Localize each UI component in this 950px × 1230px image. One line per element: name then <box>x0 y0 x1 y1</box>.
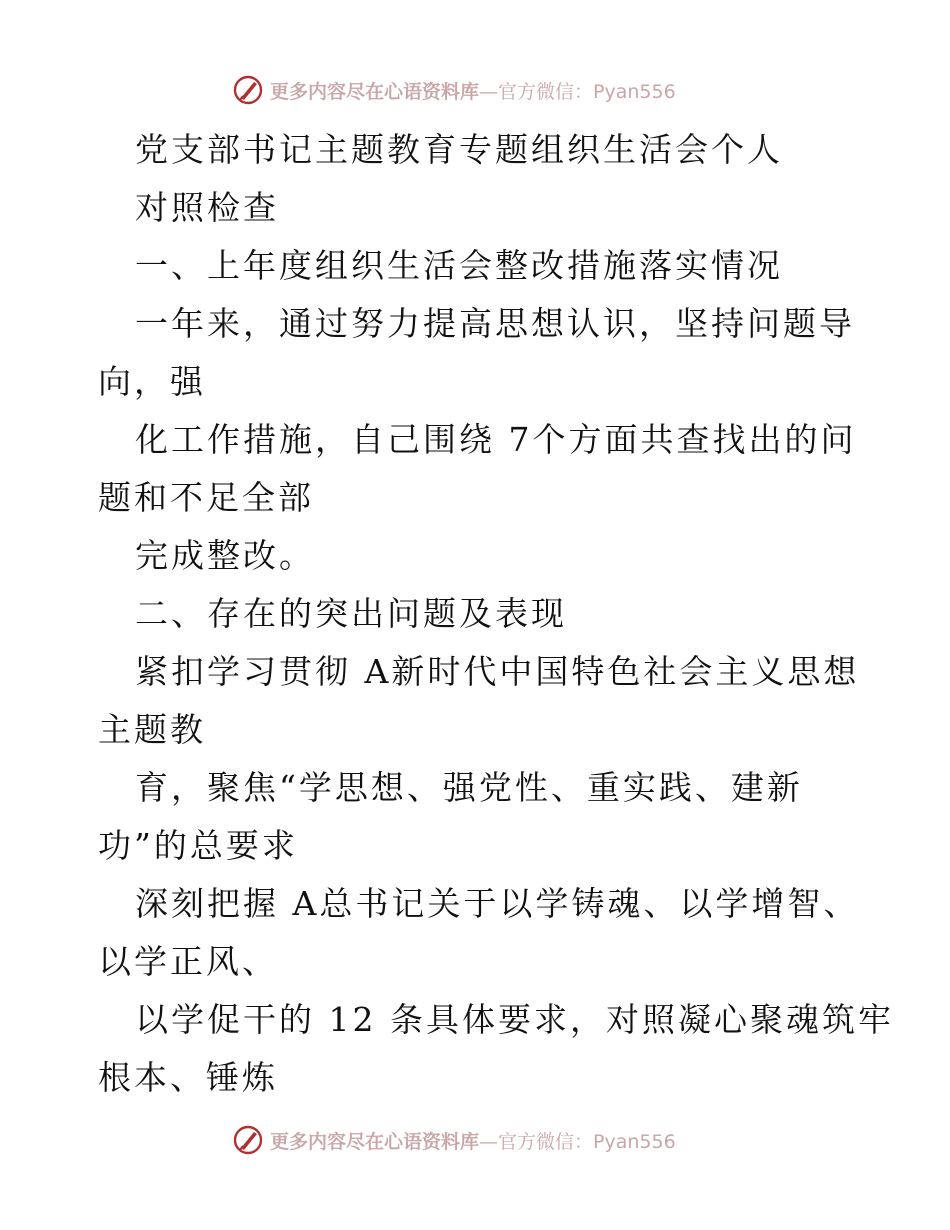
text-line: 一年来，通过努力提高思想认识，坚持问题导 <box>135 304 855 343</box>
text-line: 题和不足全部 <box>98 478 314 517</box>
text-line: 党支部书记主题教育专题组织生活会个人 <box>135 130 783 169</box>
watermark-separator: — <box>479 80 499 103</box>
watermark-wechat-id: Pyan556 <box>593 80 676 103</box>
text-line: 二、存在的突出问题及表现 <box>135 594 567 633</box>
text-line: 以学促干的 12 条具体要求，对照凝心聚魂筑牢 <box>135 1000 894 1039</box>
text-line: 完成整改。 <box>135 536 315 575</box>
text-line: 主题教 <box>98 710 206 749</box>
document-body <box>98 121 894 1107</box>
watermark-label: 官方微信： <box>498 80 594 103</box>
watermark-footer <box>232 1120 792 1160</box>
watermark-header <box>232 70 792 110</box>
text-line: 深刻把握 A总书记关于以学铸魂、以学增智、 <box>135 884 860 923</box>
watermark-main: 更多内容尽在心语资料库 <box>270 1130 480 1153</box>
text-line: 向，强 <box>98 362 206 401</box>
text-line: 功”的总要求 <box>98 826 298 865</box>
text-line: 化工作措施，自己围绕 7个方面共查找出的问 <box>135 420 857 459</box>
watermark-label: 官方微信： <box>498 1130 594 1153</box>
watermark-text <box>270 77 676 104</box>
watermark-wechat-id: Pyan556 <box>593 1130 676 1153</box>
text-line: 以学正风、 <box>98 942 278 981</box>
watermark-main: 更多内容尽在心语资料库 <box>270 80 480 103</box>
text-line: 一、上年度组织生活会整改措施落实情况 <box>135 246 783 285</box>
watermark-separator: — <box>479 1130 499 1153</box>
text-line: 对照检查 <box>135 188 279 227</box>
text-line: 根本、锤炼 <box>98 1058 278 1097</box>
text-line: 育，聚焦“学思想、强党性、重实践、建新 <box>135 768 803 807</box>
watermark-text <box>270 1127 676 1154</box>
quill-pen-circle-icon <box>232 1124 264 1156</box>
text-line: 紧扣学习贯彻 A新时代中国特色社会主义思想 <box>135 652 860 691</box>
quill-pen-circle-icon <box>232 74 264 106</box>
